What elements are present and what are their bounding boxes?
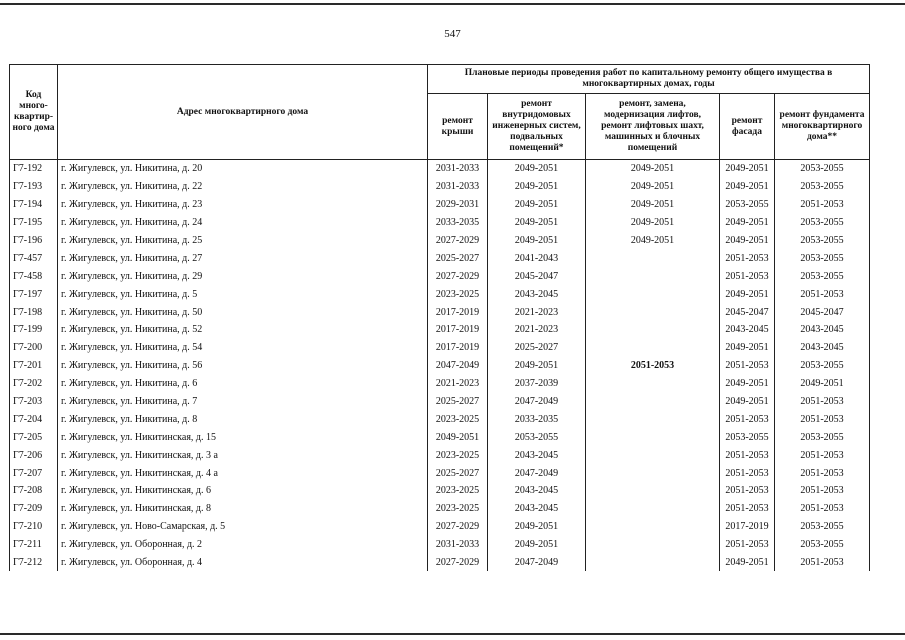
table-row — [10, 536, 870, 554]
engineering-period-cell: 2047-2049 — [488, 554, 586, 572]
table-row — [10, 482, 870, 500]
engineering-period-cell: 2041-2043 — [488, 249, 586, 267]
elevators-period-cell — [586, 554, 720, 572]
engineering-period-cell: 2043-2045 — [488, 285, 586, 303]
elevators-period-cell — [586, 500, 720, 518]
engineering-period-cell: 2025-2027 — [488, 339, 586, 357]
foundation-period-cell: 2053-2055 — [775, 232, 870, 250]
facade-period-cell: 2051-2053 — [720, 446, 775, 464]
foundation-period-cell: 2051-2053 — [775, 482, 870, 500]
table-row — [10, 267, 870, 285]
code-cell: Г7-210 — [10, 518, 58, 536]
code-cell: Г7-203 — [10, 393, 58, 411]
roof-period-cell: 2021-2023 — [428, 375, 488, 393]
elevators-period-cell: 2049-2051 — [586, 196, 720, 214]
engineering-period-cell: 2045-2047 — [488, 267, 586, 285]
roof-period-cell: 2023-2025 — [428, 500, 488, 518]
code-cell: Г7-194 — [10, 196, 58, 214]
bottom-rule — [0, 633, 905, 635]
engineering-period-cell: 2043-2045 — [488, 446, 586, 464]
elevators-period-cell — [586, 339, 720, 357]
engineering-period-cell: 2049-2051 — [488, 232, 586, 250]
table-row — [10, 303, 870, 321]
roof-period-cell: 2023-2025 — [428, 410, 488, 428]
engineering-period-cell: 2047-2049 — [488, 393, 586, 411]
header-facade: ремонт фасада — [720, 94, 775, 160]
address-cell: г. Жигулевск, ул. Ново-Самарская, д. 5 — [58, 518, 428, 536]
roof-period-cell: 2017-2019 — [428, 339, 488, 357]
code-cell: Г7-212 — [10, 554, 58, 572]
top-rule — [0, 3, 905, 5]
elevators-period-cell: 2049-2051 — [586, 232, 720, 250]
header-address: Адрес многоквартирного дома — [58, 65, 428, 160]
facade-period-cell: 2051-2053 — [720, 410, 775, 428]
engineering-period-cell: 2021-2023 — [488, 321, 586, 339]
code-cell: Г7-209 — [10, 500, 58, 518]
address-cell: г. Жигулевск, ул. Никитинская, д. 15 — [58, 428, 428, 446]
engineering-period-cell: 2049-2051 — [488, 214, 586, 232]
foundation-period-cell: 2051-2053 — [775, 196, 870, 214]
roof-period-cell: 2023-2025 — [428, 482, 488, 500]
foundation-period-cell: 2045-2047 — [775, 303, 870, 321]
address-cell: г. Жигулевск, ул. Никитина, д. 7 — [58, 393, 428, 411]
facade-period-cell: 2049-2051 — [720, 285, 775, 303]
elevators-period-cell — [586, 536, 720, 554]
roof-period-cell: 2029-2031 — [428, 196, 488, 214]
header-code: Код много-квартир-ного дома — [10, 65, 58, 160]
capital-repair-table — [9, 64, 870, 571]
foundation-period-cell: 2053-2055 — [775, 357, 870, 375]
facade-period-cell: 2049-2051 — [720, 339, 775, 357]
roof-period-cell: 2031-2033 — [428, 178, 488, 196]
engineering-period-cell: 2043-2045 — [488, 482, 586, 500]
foundation-period-cell: 2053-2055 — [775, 518, 870, 536]
foundation-period-cell: 2053-2055 — [775, 267, 870, 285]
engineering-period-cell: 2033-2035 — [488, 410, 586, 428]
foundation-period-cell: 2051-2053 — [775, 393, 870, 411]
address-cell: г. Жигулевск, ул. Никитина, д. 50 — [58, 303, 428, 321]
address-cell: г. Жигулевск, ул. Никитина, д. 5 — [58, 285, 428, 303]
elevators-period-cell: 2049-2051 — [586, 214, 720, 232]
elevators-period-cell — [586, 446, 720, 464]
code-cell: Г7-205 — [10, 428, 58, 446]
foundation-period-cell: 2053-2055 — [775, 160, 870, 178]
roof-period-cell: 2047-2049 — [428, 357, 488, 375]
address-cell: г. Жигулевск, ул. Никитинская, д. 8 — [58, 500, 428, 518]
elevators-period-cell — [586, 410, 720, 428]
header-periods-group: Плановые периоды проведения работ по капитальному ремонту общего имущества в многоквартирных домах, годы — [428, 65, 870, 94]
elevators-period-cell — [586, 285, 720, 303]
code-cell: Г7-458 — [10, 267, 58, 285]
engineering-period-cell: 2047-2049 — [488, 464, 586, 482]
foundation-period-cell: 2051-2053 — [775, 500, 870, 518]
code-cell: Г7-201 — [10, 357, 58, 375]
code-cell: Г7-200 — [10, 339, 58, 357]
foundation-period-cell: 2053-2055 — [775, 536, 870, 554]
engineering-period-cell: 2037-2039 — [488, 375, 586, 393]
code-cell: Г7-195 — [10, 214, 58, 232]
roof-period-cell: 2025-2027 — [428, 464, 488, 482]
facade-period-cell: 2051-2053 — [720, 357, 775, 375]
elevators-period-cell — [586, 518, 720, 536]
address-cell: г. Жигулевск, ул. Никитина, д. 27 — [58, 249, 428, 267]
table-row — [10, 464, 870, 482]
foundation-period-cell: 2053-2055 — [775, 214, 870, 232]
header-roof: ремонт крыши — [428, 94, 488, 160]
header-engineering: ремонт внутридомовых инженерных систем, подвальных помещений* — [488, 94, 586, 160]
facade-period-cell: 2051-2053 — [720, 500, 775, 518]
facade-period-cell: 2051-2053 — [720, 249, 775, 267]
engineering-period-cell: 2049-2051 — [488, 357, 586, 375]
roof-period-cell: 2031-2033 — [428, 536, 488, 554]
elevators-period-cell — [586, 464, 720, 482]
facade-period-cell: 2051-2053 — [720, 267, 775, 285]
facade-period-cell: 2049-2051 — [720, 375, 775, 393]
elevators-period-cell — [586, 428, 720, 446]
elevators-period-cell — [586, 321, 720, 339]
address-cell: г. Жигулевск, ул. Никитина, д. 56 — [58, 357, 428, 375]
address-cell: г. Жигулевск, ул. Никитина, д. 52 — [58, 321, 428, 339]
roof-period-cell: 2027-2029 — [428, 518, 488, 536]
roof-period-cell: 2023-2025 — [428, 285, 488, 303]
facade-period-cell: 2017-2019 — [720, 518, 775, 536]
elevators-period-cell — [586, 249, 720, 267]
table-row — [10, 339, 870, 357]
foundation-period-cell: 2051-2053 — [775, 464, 870, 482]
address-cell: г. Жигулевск, ул. Оборонная, д. 2 — [58, 536, 428, 554]
address-cell: г. Жигулевск, ул. Никитина, д. 8 — [58, 410, 428, 428]
table-row — [10, 357, 870, 375]
address-cell: г. Жигулевск, ул. Никитина, д. 29 — [58, 267, 428, 285]
table-row — [10, 321, 870, 339]
facade-period-cell: 2049-2051 — [720, 554, 775, 572]
foundation-period-cell: 2043-2045 — [775, 321, 870, 339]
roof-period-cell: 2031-2033 — [428, 160, 488, 178]
header-foundation: ремонт фундамента многоквартирного дома** — [775, 94, 870, 160]
foundation-period-cell: 2051-2053 — [775, 285, 870, 303]
code-cell: Г7-204 — [10, 410, 58, 428]
table-row — [10, 196, 870, 214]
facade-period-cell: 2049-2051 — [720, 393, 775, 411]
roof-period-cell: 2025-2027 — [428, 249, 488, 267]
address-cell: г. Жигулевск, ул. Никитина, д. 20 — [58, 160, 428, 178]
table-row — [10, 232, 870, 250]
table-row — [10, 446, 870, 464]
code-cell: Г7-192 — [10, 160, 58, 178]
roof-period-cell: 2027-2029 — [428, 232, 488, 250]
table-row — [10, 554, 870, 572]
facade-period-cell: 2049-2051 — [720, 232, 775, 250]
facade-period-cell: 2053-2055 — [720, 196, 775, 214]
elevators-period-cell — [586, 393, 720, 411]
engineering-period-cell: 2049-2051 — [488, 178, 586, 196]
code-cell: Г7-199 — [10, 321, 58, 339]
roof-period-cell: 2023-2025 — [428, 446, 488, 464]
foundation-period-cell: 2051-2053 — [775, 446, 870, 464]
roof-period-cell: 2027-2029 — [428, 267, 488, 285]
roof-period-cell: 2017-2019 — [428, 321, 488, 339]
table-row — [10, 375, 870, 393]
table-row — [10, 393, 870, 411]
foundation-period-cell: 2049-2051 — [775, 375, 870, 393]
page-number: 547 — [444, 28, 461, 40]
table-row — [10, 410, 870, 428]
code-cell: Г7-202 — [10, 375, 58, 393]
roof-period-cell: 2017-2019 — [428, 303, 488, 321]
foundation-period-cell: 2053-2055 — [775, 249, 870, 267]
code-cell: Г7-198 — [10, 303, 58, 321]
code-cell: Г7-211 — [10, 536, 58, 554]
table-row — [10, 214, 870, 232]
foundation-period-cell: 2053-2055 — [775, 178, 870, 196]
address-cell: г. Жигулевск, ул. Никитина, д. 23 — [58, 196, 428, 214]
facade-period-cell: 2043-2045 — [720, 321, 775, 339]
facade-period-cell: 2053-2055 — [720, 428, 775, 446]
table-row — [10, 249, 870, 267]
table-row — [10, 428, 870, 446]
code-cell: Г7-193 — [10, 178, 58, 196]
foundation-period-cell: 2051-2053 — [775, 410, 870, 428]
address-cell: г. Жигулевск, ул. Никитина, д. 6 — [58, 375, 428, 393]
elevators-period-cell — [586, 375, 720, 393]
facade-period-cell: 2049-2051 — [720, 178, 775, 196]
roof-period-cell: 2025-2027 — [428, 393, 488, 411]
engineering-period-cell: 2049-2051 — [488, 536, 586, 554]
facade-period-cell: 2051-2053 — [720, 536, 775, 554]
code-cell: Г7-206 — [10, 446, 58, 464]
elevators-period-cell — [586, 303, 720, 321]
engineering-period-cell: 2053-2055 — [488, 428, 586, 446]
facade-period-cell: 2049-2051 — [720, 160, 775, 178]
table-body — [10, 160, 870, 572]
elevators-period-cell: 2049-2051 — [586, 160, 720, 178]
code-cell: Г7-207 — [10, 464, 58, 482]
address-cell: г. Жигулевск, ул. Никитинская, д. 3 а — [58, 446, 428, 464]
facade-period-cell: 2051-2053 — [720, 464, 775, 482]
address-cell: г. Жигулевск, ул. Никитинская, д. 6 — [58, 482, 428, 500]
foundation-period-cell: 2043-2045 — [775, 339, 870, 357]
table-row — [10, 518, 870, 536]
facade-period-cell: 2051-2053 — [720, 482, 775, 500]
elevators-period-cell — [586, 267, 720, 285]
address-cell: г. Жигулевск, ул. Никитина, д. 54 — [58, 339, 428, 357]
engineering-period-cell: 2049-2051 — [488, 160, 586, 178]
code-cell: Г7-196 — [10, 232, 58, 250]
code-cell: Г7-457 — [10, 249, 58, 267]
table-row — [10, 285, 870, 303]
address-cell: г. Жигулевск, ул. Никитина, д. 25 — [58, 232, 428, 250]
address-cell: г. Жигулевск, ул. Никитинская, д. 4 а — [58, 464, 428, 482]
elevators-period-cell: 2051-2053 — [586, 357, 720, 375]
code-cell: Г7-197 — [10, 285, 58, 303]
header-elevators: ремонт, замена, модернизация лифтов, ремонт лифтовых шахт, машинных и блочных помещений — [586, 94, 720, 160]
address-cell: г. Жигулевск, ул. Никитина, д. 24 — [58, 214, 428, 232]
foundation-period-cell: 2051-2053 — [775, 554, 870, 572]
facade-period-cell: 2049-2051 — [720, 214, 775, 232]
table-row — [10, 500, 870, 518]
foundation-period-cell: 2053-2055 — [775, 428, 870, 446]
code-cell: Г7-208 — [10, 482, 58, 500]
engineering-period-cell: 2049-2051 — [488, 518, 586, 536]
engineering-period-cell: 2021-2023 — [488, 303, 586, 321]
roof-period-cell: 2049-2051 — [428, 428, 488, 446]
elevators-period-cell: 2049-2051 — [586, 178, 720, 196]
roof-period-cell: 2033-2035 — [428, 214, 488, 232]
elevators-period-cell — [586, 482, 720, 500]
address-cell: г. Жигулевск, ул. Оборонная, д. 4 — [58, 554, 428, 572]
address-cell: г. Жигулевск, ул. Никитина, д. 22 — [58, 178, 428, 196]
table-row — [10, 178, 870, 196]
roof-period-cell: 2027-2029 — [428, 554, 488, 572]
engineering-period-cell: 2049-2051 — [488, 196, 586, 214]
engineering-period-cell: 2043-2045 — [488, 500, 586, 518]
table-row — [10, 160, 870, 178]
facade-period-cell: 2045-2047 — [720, 303, 775, 321]
